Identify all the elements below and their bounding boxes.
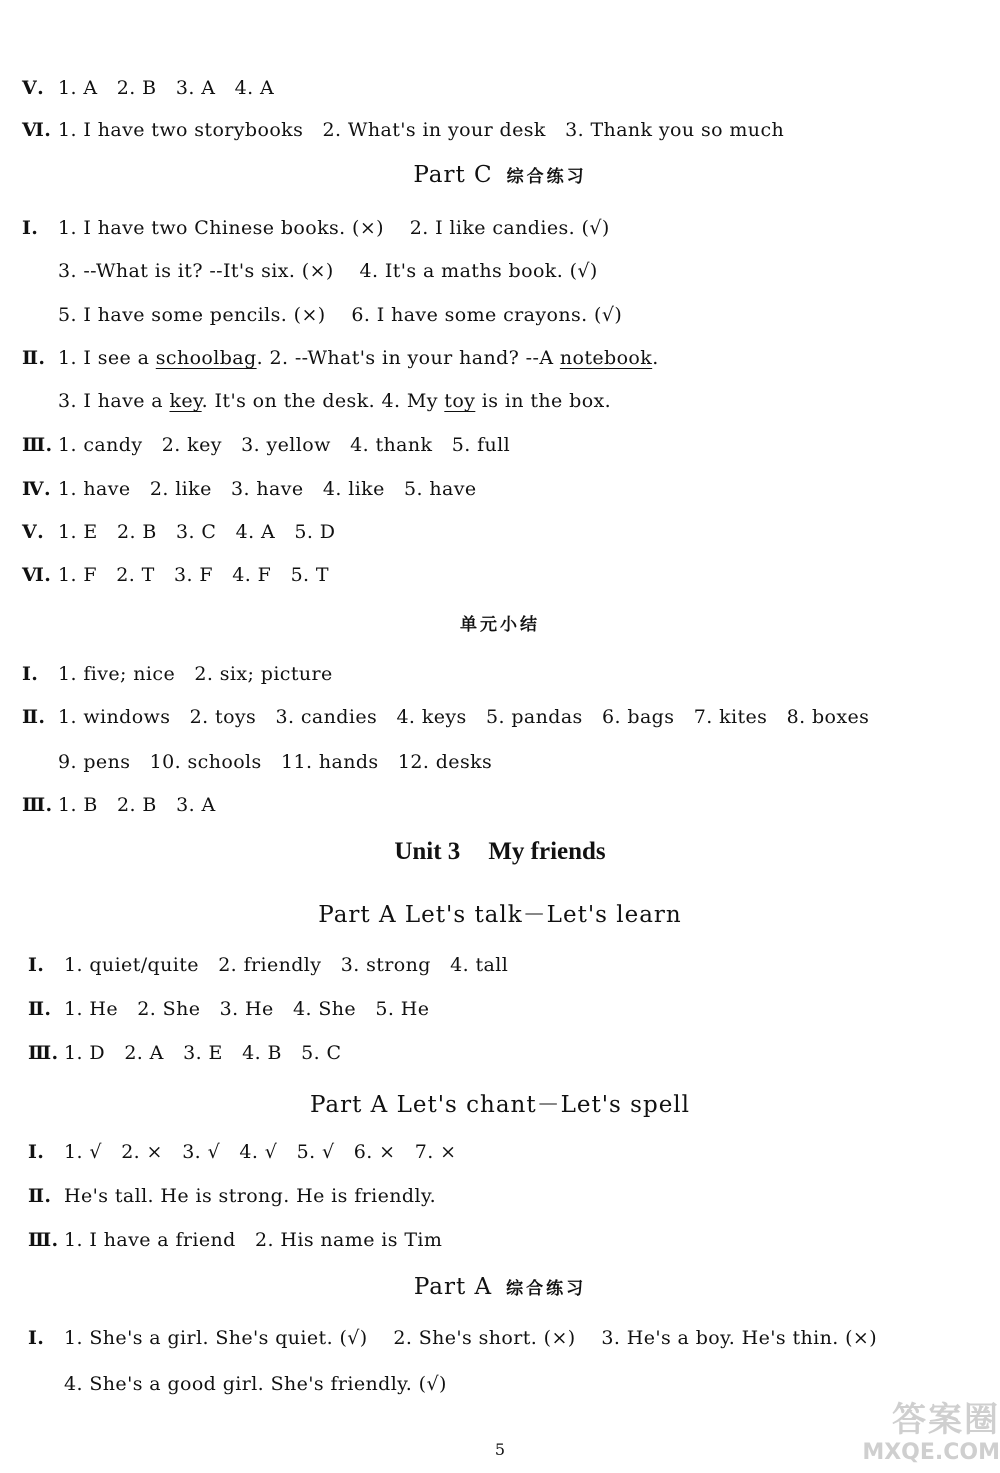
roman-numeral: Ⅲ. <box>28 1229 59 1251</box>
underlined-word: schoolbag <box>155 347 257 369</box>
answer-line <box>0 1184 1000 1208</box>
answer-text: 1. quiet/quite 2. friendly 3. strong 4. tall <box>64 954 509 976</box>
answer-text: 1. I have two Chinese books. (×) 2. I like candies. (√) <box>58 217 610 239</box>
answer-line <box>0 953 1000 977</box>
answer-line <box>0 662 1000 686</box>
roman-numeral: Ⅱ. <box>22 347 46 369</box>
answer-line <box>0 477 1000 501</box>
answer-line <box>0 793 1000 817</box>
answer-text: 3. --What is it? --It's six. (×) 4. It's a maths book. (√) <box>58 260 598 282</box>
roman-numeral: Ⅱ. <box>28 998 52 1020</box>
roman-numeral: Ⅵ. <box>22 564 52 586</box>
roman-numeral: Ⅳ. <box>22 478 51 500</box>
answer-line <box>0 750 1000 774</box>
answer-text: 1. I have two storybooks 2. What's in your desk 3. Thank you so much <box>58 119 785 141</box>
roman-numeral: Ⅰ. <box>22 217 39 239</box>
answer-text: 1. √ 2. × 3. √ 4. √ 5. √ 6. × 7. × <box>64 1141 457 1163</box>
roman-numeral: Ⅰ. <box>28 954 45 976</box>
underlined-word: toy <box>444 390 476 412</box>
answer-text: 1. B 2. B 3. A <box>58 794 216 816</box>
answer-line <box>0 76 1000 100</box>
answer-line <box>0 997 1000 1021</box>
underlined-word: notebook <box>559 347 653 369</box>
answer-text: 1. A 2. B 3. A 4. A <box>58 77 275 99</box>
answer-line <box>0 433 1000 457</box>
heading-unit-3: Unit 3 My friends <box>394 838 606 865</box>
heading-part-a-practice <box>0 1274 1000 1300</box>
answer-line <box>0 1228 1000 1252</box>
answer-text: 1. windows 2. toys 3. candies 4. keys 5. pandas 6. bags 7. kites 8. boxes <box>58 706 870 728</box>
answer-line <box>0 1140 1000 1164</box>
answer-text: 1. She's a girl. She's quiet. (√) 2. She's short. (×) 3. He's a boy. He's thin. (×) <box>64 1327 878 1349</box>
answer-text: 1. I have a friend 2. His name is Tim <box>64 1229 443 1251</box>
answer-line <box>0 705 1000 729</box>
answer-line <box>0 1041 1000 1065</box>
roman-numeral: Ⅰ. <box>28 1141 45 1163</box>
answer-text: 1. E 2. B 3. C 4. A 5. D <box>58 521 336 543</box>
answer-line-ii-2: 3. I have a key. It's on the desk. 4. My toy is in the box. <box>58 390 612 412</box>
watermark-text-top: 答案圈 <box>892 1400 1000 1440</box>
roman-numeral: Ⅱ. <box>28 1185 52 1207</box>
answer-line <box>0 1326 1000 1350</box>
roman-numeral: Ⅴ. <box>22 521 45 543</box>
answer-text: 1. five; nice 2. six; picture <box>58 663 333 685</box>
heading-part-a-cn: 综合练习 <box>506 1279 587 1299</box>
roman-numeral: Ⅵ. <box>22 119 52 141</box>
answer-text: 1. D 2. A 3. E 4. B 5. C <box>64 1042 342 1064</box>
heading-unit-summary: 单元小结 <box>460 615 540 635</box>
heading-part-c-cn: 综合练习 <box>506 167 587 187</box>
roman-numeral: Ⅰ. <box>28 1327 45 1349</box>
roman-numeral: Ⅱ. <box>22 706 46 728</box>
answer-line <box>0 259 1000 283</box>
page-number: 5 <box>494 1440 506 1459</box>
heading-part-a-talk-learn: Part A Let's talk－Let's learn <box>318 902 682 928</box>
answer-text: 4. She's a good girl. She's friendly. (√) <box>64 1373 447 1395</box>
roman-numeral: Ⅰ. <box>22 663 39 685</box>
roman-numeral: Ⅲ. <box>22 794 53 816</box>
answer-line <box>0 303 1000 327</box>
heading-part-a-chant-spell: Part A Let's chant－Let's spell <box>309 1092 691 1118</box>
answer-line <box>0 216 1000 240</box>
answer-line <box>0 118 1000 142</box>
watermark-text-bottom: MXQE.COM <box>862 1440 1000 1465</box>
heading-part-a-en: Part A <box>413 1274 493 1300</box>
answer-text: He's tall. He is strong. He is friendly. <box>64 1185 437 1207</box>
heading-part-c <box>0 162 1000 188</box>
answer-text: 1. have 2. like 3. have 4. like 5. have <box>58 478 477 500</box>
roman-numeral: Ⅲ. <box>22 434 53 456</box>
answer-line <box>0 563 1000 587</box>
heading-part-c-en: Part C <box>413 162 493 188</box>
underlined-word: key <box>169 390 202 412</box>
watermark-logo <box>800 1400 1000 1473</box>
answer-text: 1. He 2. She 3. He 4. She 5. He <box>64 998 430 1020</box>
answer-text: 9. pens 10. schools 11. hands 12. desks <box>58 751 493 773</box>
answer-line <box>0 520 1000 544</box>
roman-numeral: Ⅴ. <box>22 77 45 99</box>
answer-text: 1. candy 2. key 3. yellow 4. thank 5. full <box>58 434 511 456</box>
roman-numeral: Ⅲ. <box>28 1042 59 1064</box>
answer-text: 5. I have some pencils. (×) 6. I have some crayons. (√) <box>58 304 623 326</box>
answer-line-ii-1: Ⅱ. 1. I see a schoolbag. 2. --What's in your hand? --A notebook. <box>22 347 659 369</box>
answer-text: 1. F 2. T 3. F 4. F 5. T <box>58 564 330 586</box>
answer-line <box>0 1372 1000 1396</box>
